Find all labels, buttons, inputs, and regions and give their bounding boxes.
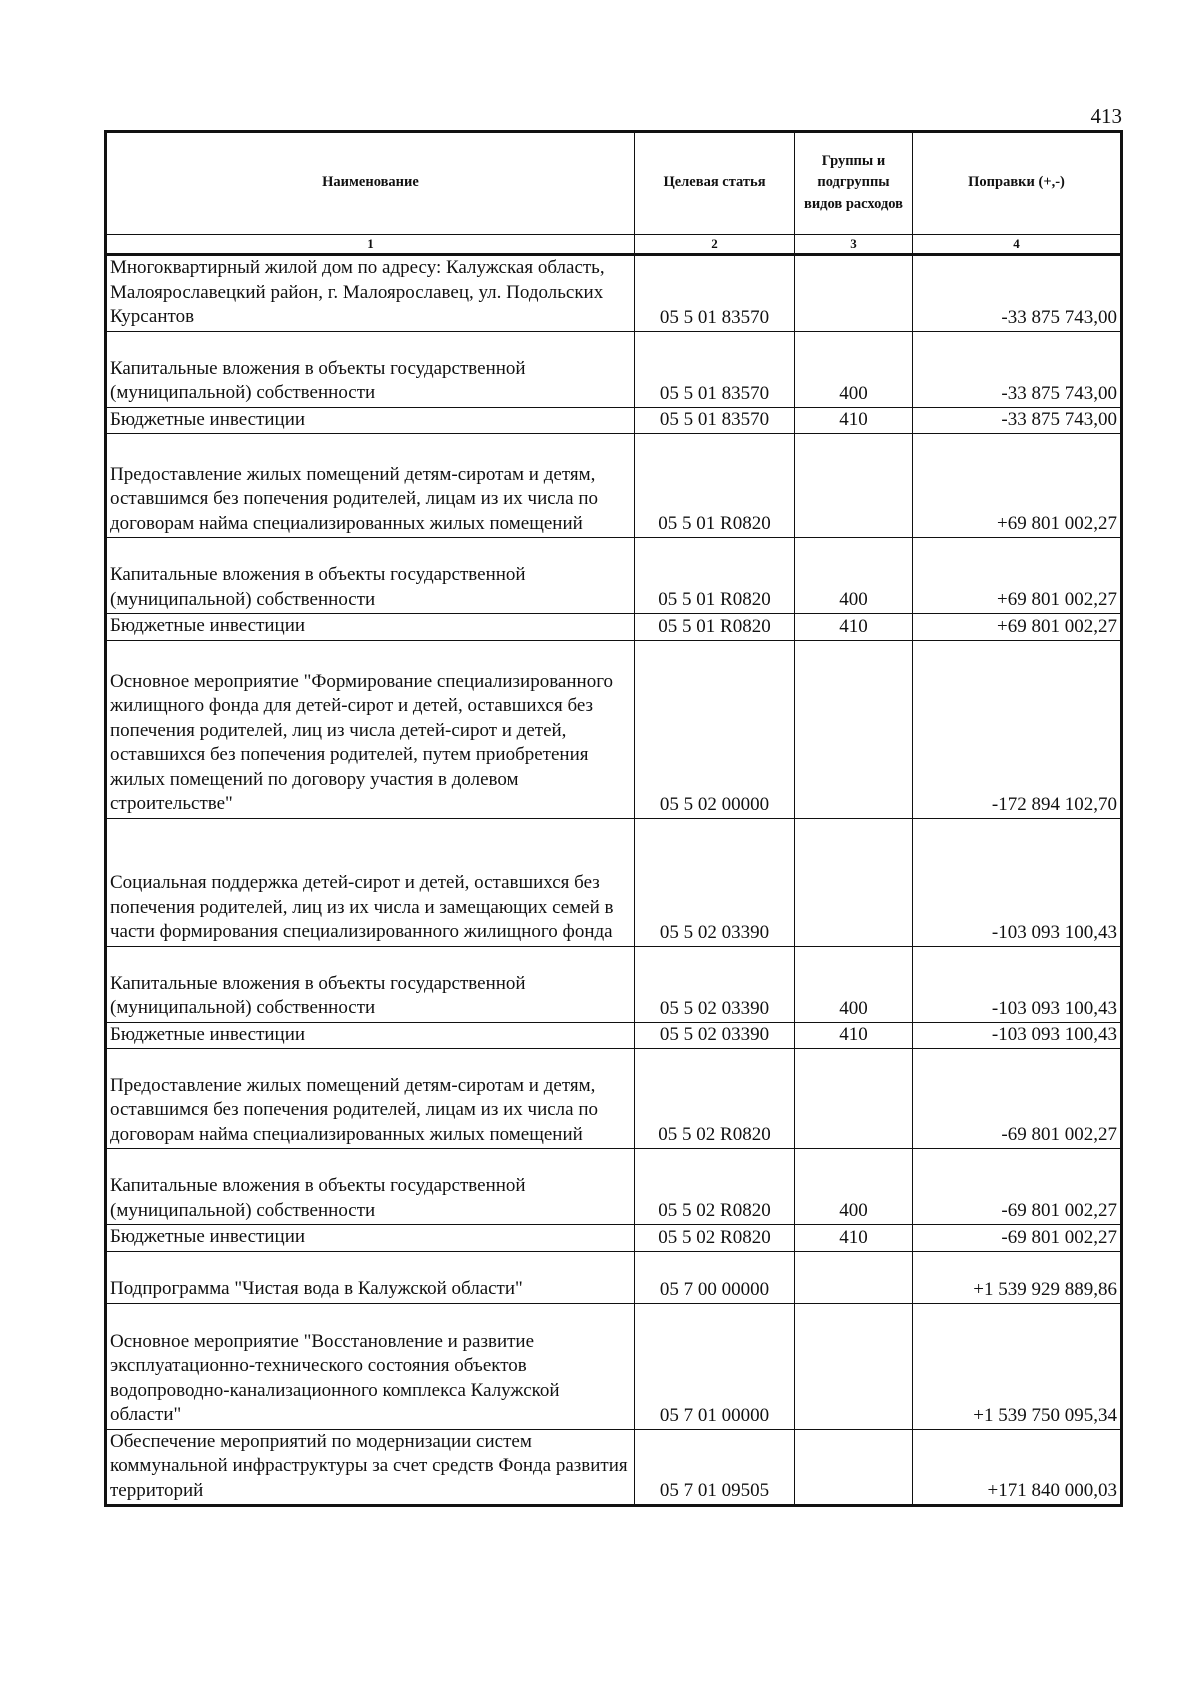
table-row: [106, 255, 1122, 332]
row-name: Капитальные вложения в объекты государственной (муниципальной) собственности: [106, 331, 635, 407]
column-number: 2: [635, 235, 795, 255]
table-row: [106, 946, 1122, 1022]
table-row: [106, 1303, 1122, 1429]
row-amendment: -69 801 002,27: [913, 1149, 1122, 1225]
row-target-article: 05 5 01 83570: [635, 331, 795, 407]
row-name: Основное мероприятие "Восстановление и развитие эксплуатационно-технического состояния объектов водопроводно-канализационного комплекса Калужской области": [106, 1303, 635, 1429]
table-row: [106, 1251, 1122, 1303]
row-name: Основное мероприятие "Формирование специализированного жилищного фонда для детей-сирот и детей, оставшихся без попечения родителей, лиц из числа детей-сирот и детей, оставшихся без попечения родителей, путем приобретения жилых помещений по договору участия в долевом строительстве": [106, 640, 635, 818]
row-amendment: -103 093 100,43: [913, 1022, 1122, 1049]
row-expense-group: 410: [795, 407, 913, 434]
row-target-article: 05 7 01 00000: [635, 1303, 795, 1429]
table-row: [106, 407, 1122, 434]
row-amendment: -33 875 743,00: [913, 255, 1122, 332]
row-expense-group: 400: [795, 1149, 913, 1225]
row-amendment: +69 801 002,27: [913, 614, 1122, 641]
table-row: [106, 614, 1122, 641]
column-number: 1: [106, 235, 635, 255]
row-name: Многоквартирный жилой дом по адресу: Калужская область, Малоярославецкий район, г. Малоярославец, ул. Подольских Курсантов: [106, 255, 635, 332]
table-header-row: [106, 132, 1122, 235]
budget-amendments-table: [104, 130, 1123, 1507]
row-name: Предоставление жилых помещений детям-сиротам и детям, оставшимся без попечения родителей, лицам из их числа по договорам найма специализированных жилых помещений: [106, 434, 635, 538]
row-expense-group: [795, 1303, 913, 1429]
table-row: [106, 1225, 1122, 1252]
row-target-article: 05 5 01 R0820: [635, 538, 795, 614]
row-amendment: -103 093 100,43: [913, 818, 1122, 946]
table-row: [106, 1429, 1122, 1506]
row-target-article: 05 7 01 09505: [635, 1429, 795, 1506]
row-amendment: +69 801 002,27: [913, 434, 1122, 538]
row-target-article: 05 5 01 83570: [635, 255, 795, 332]
table-row: [106, 818, 1122, 946]
table-row: [106, 331, 1122, 407]
row-target-article: 05 5 02 03390: [635, 1022, 795, 1049]
row-target-article: 05 5 01 R0820: [635, 434, 795, 538]
table-row: [106, 1022, 1122, 1049]
row-target-article: 05 5 02 03390: [635, 946, 795, 1022]
row-amendment: +171 840 000,03: [913, 1429, 1122, 1506]
row-name: Капитальные вложения в объекты государственной (муниципальной) собственности: [106, 946, 635, 1022]
row-expense-group: 400: [795, 331, 913, 407]
row-name: Обеспечение мероприятий по модернизации систем коммунальной инфраструктуры за счет средств Фонда развития территорий: [106, 1429, 635, 1506]
row-target-article: 05 5 02 00000: [635, 640, 795, 818]
row-expense-group: 410: [795, 614, 913, 641]
row-name: Бюджетные инвестиции: [106, 1225, 635, 1252]
row-name: Бюджетные инвестиции: [106, 614, 635, 641]
table-row: [106, 538, 1122, 614]
row-target-article: 05 5 02 R0820: [635, 1149, 795, 1225]
row-name: Подпрограмма "Чистая вода в Калужской области": [106, 1251, 635, 1303]
row-amendment: -69 801 002,27: [913, 1225, 1122, 1252]
row-target-article: 05 5 02 R0820: [635, 1049, 795, 1149]
column-number-row: [106, 235, 1122, 255]
row-expense-group: [795, 434, 913, 538]
row-name: Предоставление жилых помещений детям-сиротам и детям, оставшимся без попечения родителей, лицам из их числа по договорам найма специализированных жилых помещений: [106, 1049, 635, 1149]
row-target-article: 05 5 01 R0820: [635, 614, 795, 641]
table-row: [106, 1049, 1122, 1149]
row-expense-group: [795, 255, 913, 332]
column-number: 3: [795, 235, 913, 255]
row-expense-group: [795, 818, 913, 946]
row-target-article: 05 5 01 83570: [635, 407, 795, 434]
header-name: Наименование: [106, 132, 635, 235]
row-amendment: -69 801 002,27: [913, 1049, 1122, 1149]
page-number: 413: [1090, 104, 1122, 128]
row-amendment: -33 875 743,00: [913, 331, 1122, 407]
header-amendments: Поправки (+,-): [913, 132, 1122, 235]
row-target-article: 05 5 02 03390: [635, 818, 795, 946]
row-expense-group: 410: [795, 1225, 913, 1252]
row-expense-group: [795, 1049, 913, 1149]
row-amendment: +1 539 929 889,86: [913, 1251, 1122, 1303]
row-expense-group: 400: [795, 946, 913, 1022]
row-amendment: -103 093 100,43: [913, 946, 1122, 1022]
row-name: Социальная поддержка детей-сирот и детей, оставшихся без попечения родителей, лиц из их числа и замещающих семей в части формирования специализированного жилищного фонда: [106, 818, 635, 946]
header-expense-groups: Группы и подгруппы видов расходов: [795, 132, 913, 235]
table-row: [106, 1149, 1122, 1225]
column-number: 4: [913, 235, 1122, 255]
row-name: Капитальные вложения в объекты государственной (муниципальной) собственности: [106, 538, 635, 614]
table-row: [106, 640, 1122, 818]
row-amendment: +1 539 750 095,34: [913, 1303, 1122, 1429]
header-target-article: Целевая статья: [635, 132, 795, 235]
row-expense-group: [795, 1251, 913, 1303]
row-target-article: 05 5 02 R0820: [635, 1225, 795, 1252]
row-name: Капитальные вложения в объекты государственной (муниципальной) собственности: [106, 1149, 635, 1225]
row-amendment: -172 894 102,70: [913, 640, 1122, 818]
row-amendment: -33 875 743,00: [913, 407, 1122, 434]
row-target-article: 05 7 00 00000: [635, 1251, 795, 1303]
row-expense-group: 410: [795, 1022, 913, 1049]
row-expense-group: [795, 640, 913, 818]
row-expense-group: [795, 1429, 913, 1506]
table-row: [106, 434, 1122, 538]
row-name: Бюджетные инвестиции: [106, 407, 635, 434]
row-expense-group: 400: [795, 538, 913, 614]
row-amendment: +69 801 002,27: [913, 538, 1122, 614]
row-name: Бюджетные инвестиции: [106, 1022, 635, 1049]
